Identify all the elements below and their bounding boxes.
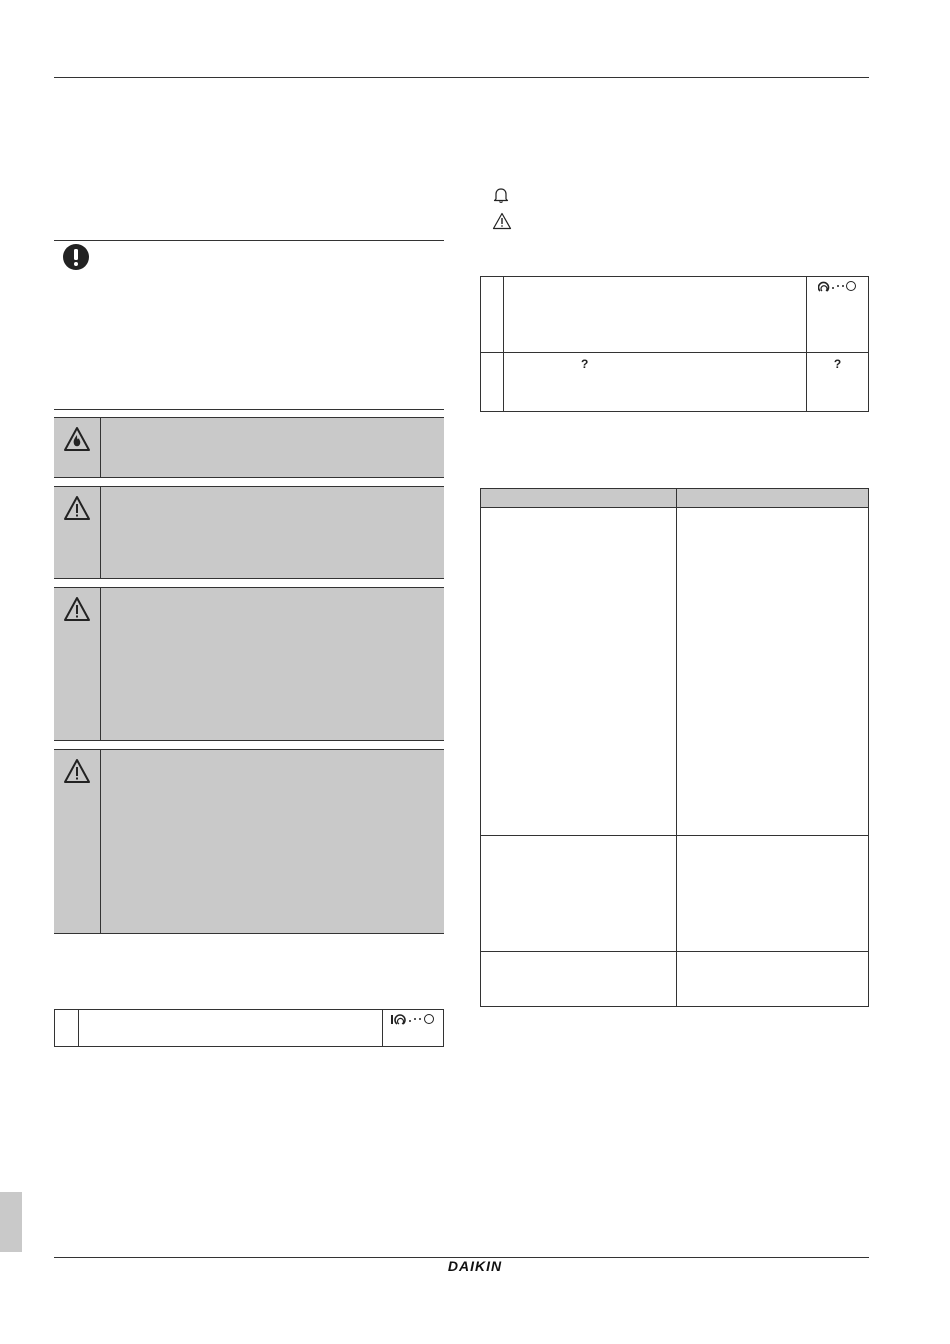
warning-triangle-icon [63,758,91,784]
question-icon: ? [833,357,842,371]
warning-triangle-icon [63,495,91,521]
important-notice [54,240,444,410]
side-tab [0,1192,22,1252]
warning-triangle-icon [492,212,512,230]
status-table-left [54,1009,444,1047]
exclamation-circle-icon [62,243,90,271]
table-row [481,836,869,952]
table-row [55,1010,444,1047]
daikin-logo: DAIKIN [447,1258,503,1274]
two-column-table [480,488,869,1007]
warning-box-1 [54,486,444,579]
question-icon: ? [581,357,589,371]
bell-icon [492,186,510,204]
header-rule [54,77,869,78]
flammable-warning-icon [63,426,91,452]
table-header-row [481,489,869,508]
table-row [481,353,869,412]
dial-dots-circle-icon [390,1013,436,1027]
status-table-right [480,276,869,412]
table-row [481,952,869,1007]
table-row [481,277,869,353]
table-row [481,508,869,836]
warning-box-3 [54,749,444,934]
warning-box-2 [54,587,444,741]
warning-box-flammable [54,417,444,478]
warning-triangle-icon [63,596,91,622]
dial-dots-circle-icon [818,280,858,294]
